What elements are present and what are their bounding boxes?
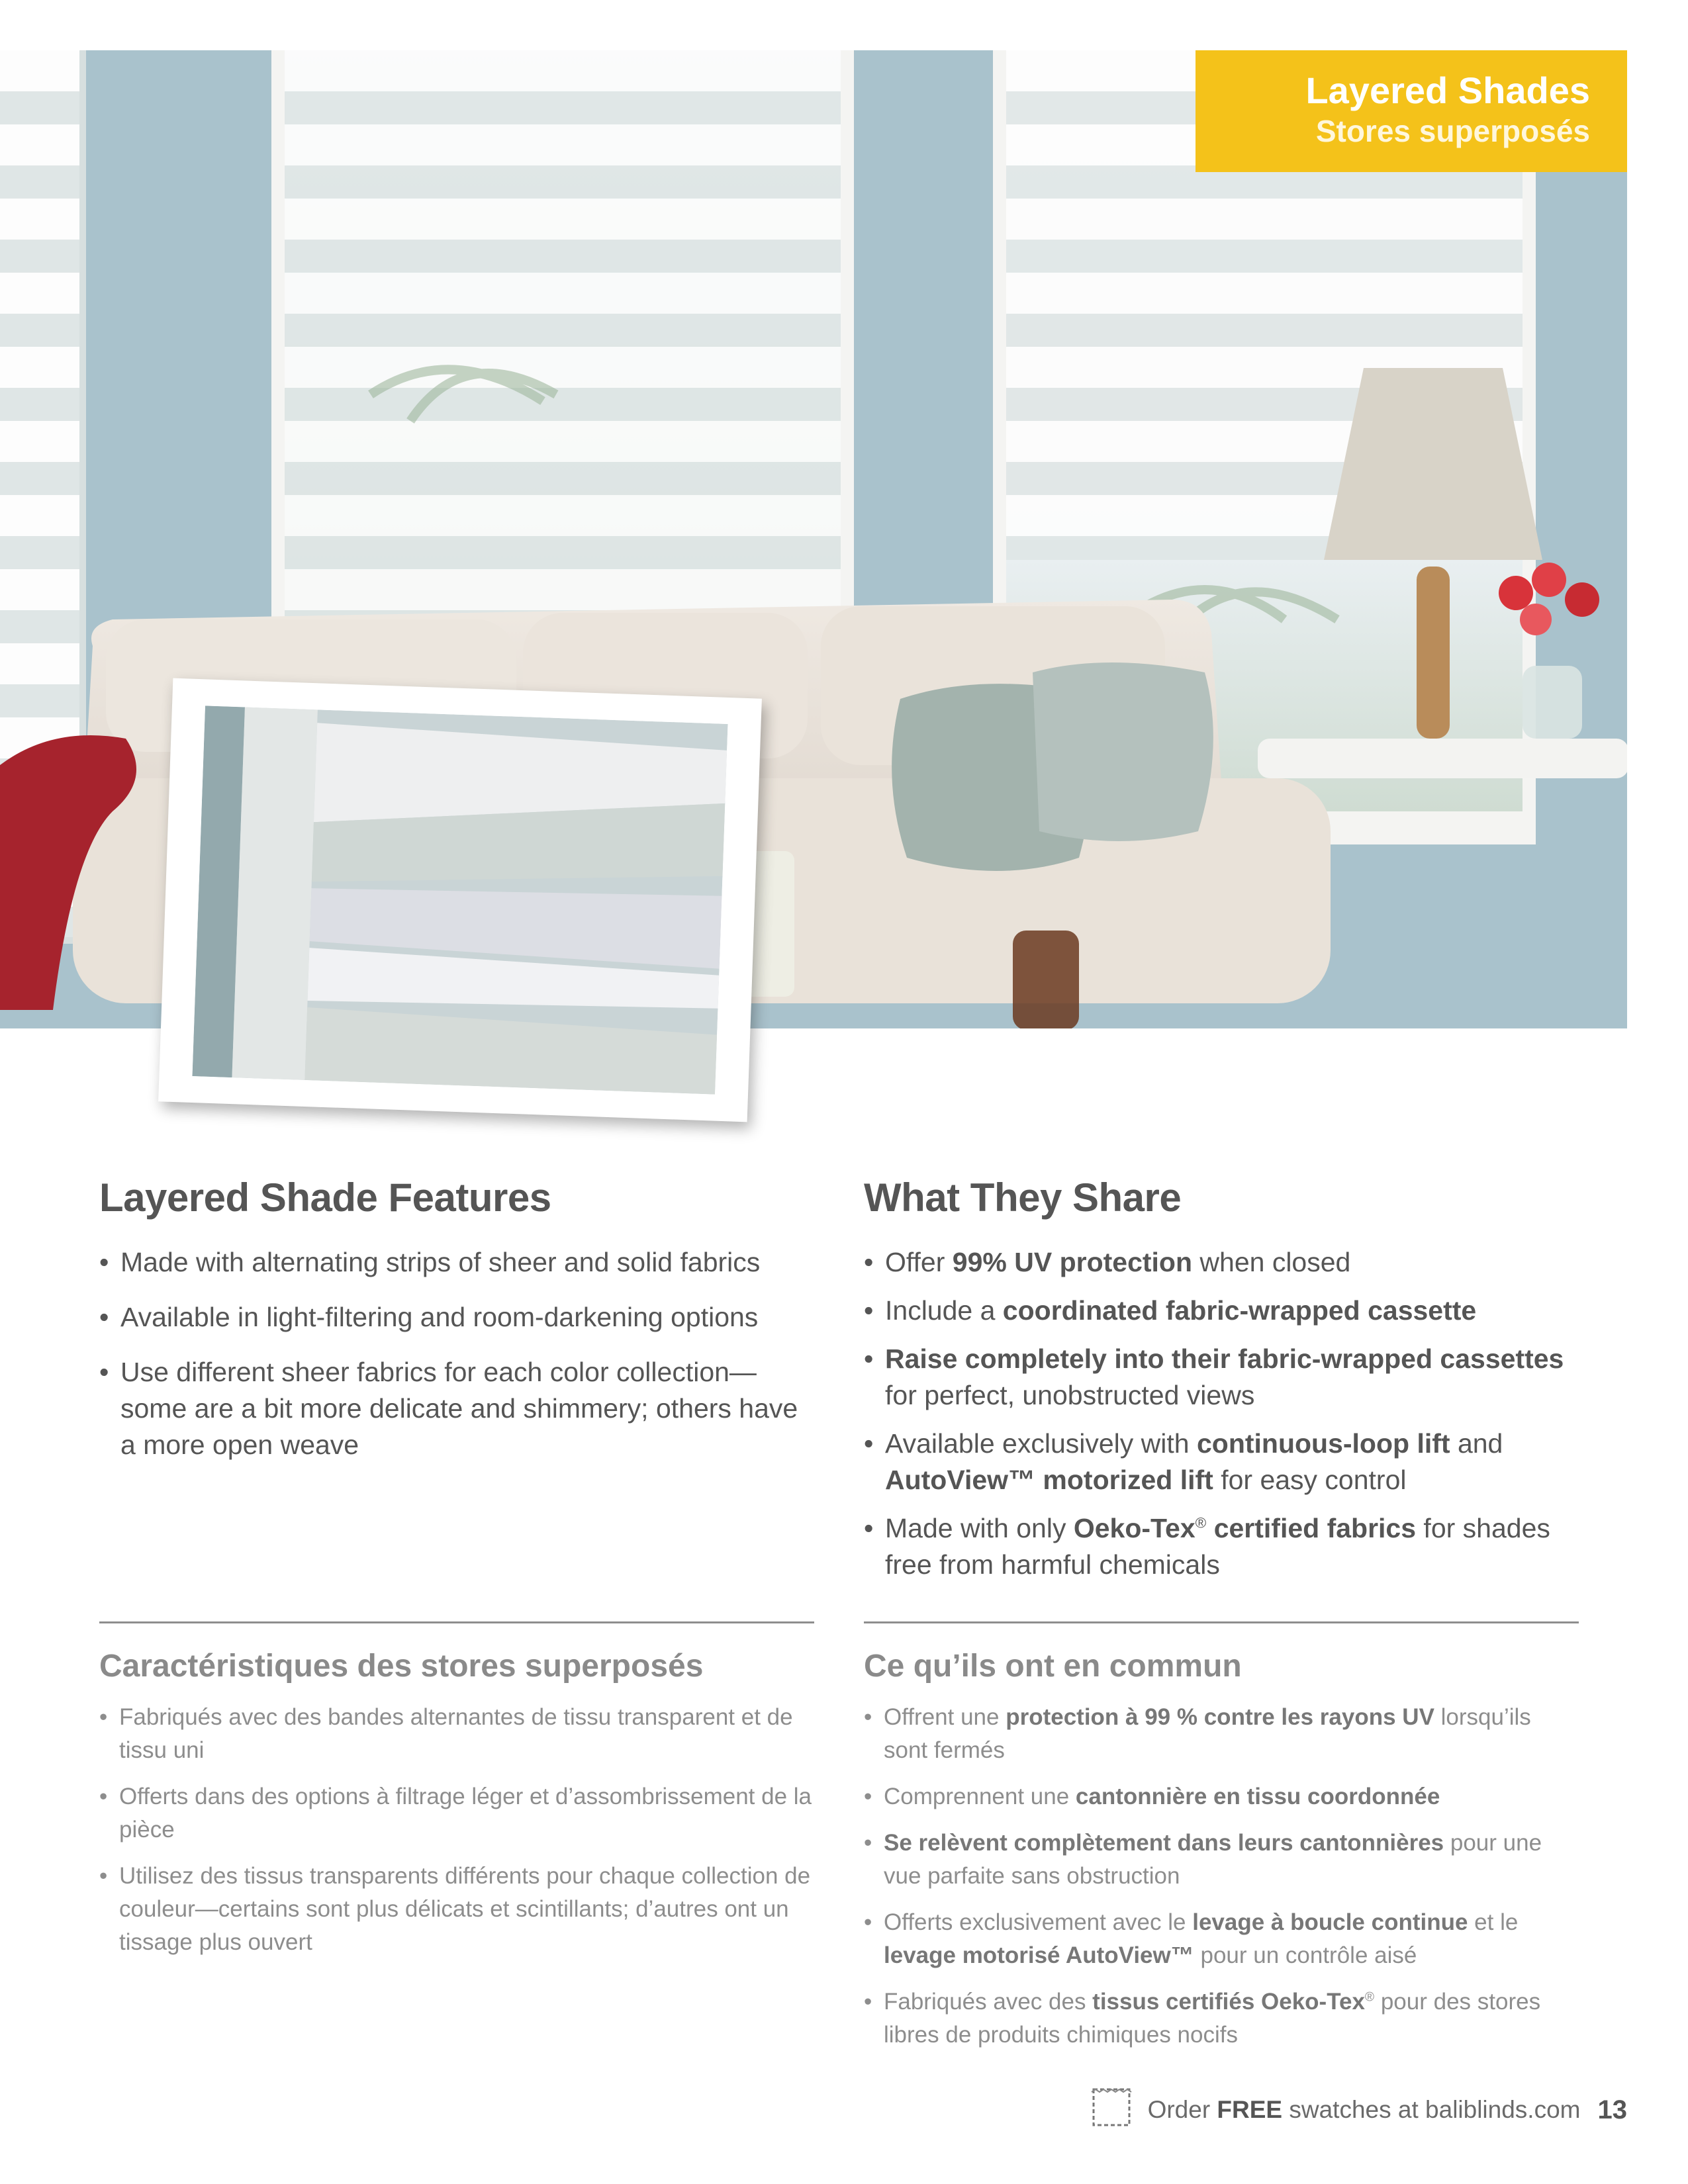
features-heading-fr: Caractéristiques des stores superposés: [99, 1649, 704, 1684]
list-item: • Fabriqués avec des tissus certifiés Oeko-Tex® pour des stores libres de produits chimiques nocifs: [864, 1985, 1579, 2052]
features-list-fr: [99, 1701, 814, 1972]
features-list-en: [99, 1244, 814, 1482]
list-item: • Se relèvent complètement dans leurs cantonnières pour une vue parfaite sans obstruction: [864, 1827, 1579, 1893]
list-item: • Offerts dans des options à filtrage léger et d’assombrissement de la pièce: [99, 1780, 814, 1846]
shared-list-fr: [864, 1701, 1579, 2065]
shared-heading-en: What They Share: [864, 1175, 1182, 1220]
list-item: • Made with only Oeko-Tex® certified fabrics for shades free from harmful chemicals: [864, 1510, 1579, 1583]
features-heading-en: Layered Shade Features: [99, 1175, 551, 1220]
list-item: • Comprennent une cantonnière en tissu coordonnée: [864, 1780, 1579, 1813]
list-item: • Use different sheer fabrics for each color collection—some are a bit more delicate and shimmery; others have a more open weave: [99, 1354, 814, 1463]
product-title-badge: [1196, 50, 1627, 172]
list-item: • Offerts exclusivement avec le levage à boucle continue et le levage motorisé AutoView™ pour un contrôle aisé: [864, 1906, 1579, 1972]
swatch-icon: [1088, 2084, 1135, 2136]
list-item: • Raise completely into their fabric-wrapped cassettes for perfect, unobstructed views: [864, 1341, 1579, 1414]
shared-list-en: [864, 1244, 1579, 1595]
list-item: • Offer 99% UV protection when closed: [864, 1244, 1579, 1281]
order-swatches-link[interactable]: Order FREE swatches at baliblinds.com: [1147, 2096, 1581, 2123]
page-footer: [1088, 2083, 1627, 2136]
badge-title-fr: Stores superposés: [1315, 114, 1590, 148]
list-item: • Made with alternating strips of sheer and solid fabrics: [99, 1244, 814, 1281]
list-item: • Offrent une protection à 99 % contre les rayons UV lorsqu’ils sont fermés: [864, 1701, 1579, 1767]
page-number: 13: [1597, 2095, 1627, 2124]
list-item: • Fabriqués avec des bandes alternantes de tissu transparent et de tissu uni: [99, 1701, 814, 1767]
shade-closeup-illustration: [192, 705, 727, 1094]
section-divider: [864, 1621, 1579, 1623]
section-divider: [99, 1621, 814, 1623]
shared-heading-fr: Ce qu’ils ont en commun: [864, 1649, 1242, 1684]
list-item: • Include a coordinated fabric-wrapped cassette: [864, 1293, 1579, 1329]
shade-detail-inset: [158, 678, 762, 1122]
list-item: • Available exclusively with continuous-loop lift and AutoView™ motorized lift for easy control: [864, 1426, 1579, 1498]
badge-title-en: Layered Shades: [1305, 69, 1590, 111]
list-item: • Utilisez des tissus transparents différents pour chaque collection de couleur—certains sont plus délicats et scintillants; d’autres ont un tissage plus ouvert: [99, 1860, 814, 1959]
list-item: • Available in light-filtering and room-darkening options: [99, 1299, 814, 1336]
